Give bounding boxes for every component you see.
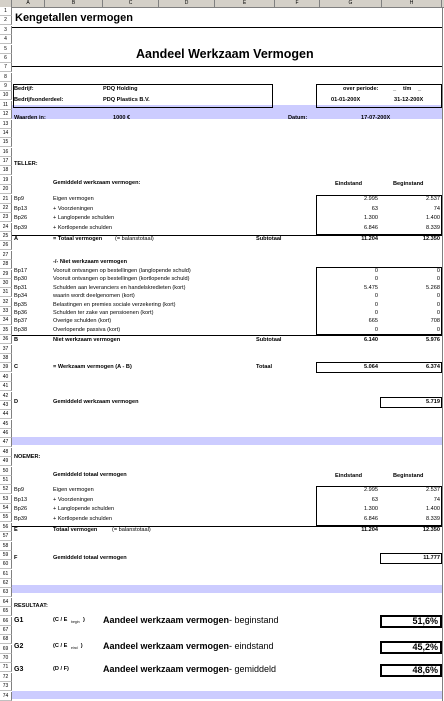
row-end: 5.475 [364,284,378,291]
row-header[interactable]: 7 [0,63,12,72]
company-box [13,84,273,108]
noemer-label: NOEMER: [14,454,41,460]
f-code: F [14,555,18,561]
date-value[interactable]: 17-07-200X [361,115,391,121]
noemer-values-box [316,486,442,526]
row-code: Bp26 [14,506,28,512]
row-header[interactable]: 31 [0,288,12,297]
row-label: + Kortlopende schulden [53,224,112,231]
row-header[interactable]: 30 [0,279,12,288]
row-code: Bp9 [14,196,24,202]
result-label: Aandeel werkzaam vermogen [103,615,230,625]
total-a-end: 11.204 [361,236,378,242]
row-header[interactable]: 38 [0,354,12,363]
f-value: 11.777 [423,555,440,561]
row-header[interactable]: 43 [0,401,12,410]
divider [12,27,442,28]
row-label: + Voorzieningen [53,496,94,503]
company-label: Bedrijf: [14,86,34,92]
row-end: 63 [371,205,378,212]
values-unit: 1000 € [113,115,131,121]
row-header[interactable]: 19 [0,176,12,185]
c-end: 5.064 [364,364,378,370]
row-begin: 74 [433,205,440,212]
row-end: 2.995 [364,196,378,202]
column-header-g[interactable]: G [320,0,382,7]
row-label: + Langlopende schulden [53,215,115,221]
result-label: Aandeel werkzaam vermogen [103,641,230,651]
row-header[interactable]: 9 [0,82,12,91]
row-code: Bp31 [14,284,28,291]
row-begin: 0 [436,276,440,283]
row-header[interactable]: 3 [0,26,12,35]
row-code: Bp26 [14,215,28,221]
row-begin: 0 [436,268,440,274]
row-header[interactable]: 26 [0,241,12,250]
b-label: Niet werkzaam vermogen [53,337,121,343]
row-begin: 8.339 [426,224,440,231]
row-begin: 1.400 [426,215,440,221]
row-end: 0 [374,310,378,316]
row-code: Bp13 [14,496,28,503]
result-suffix: - eindstand [229,641,274,651]
col-begin-header: Beginstand [393,181,424,187]
row-header[interactable]: 24 [0,223,12,232]
resultaat-label: RESULTAAT: [14,603,48,609]
period-box [316,84,442,108]
divider [12,66,442,67]
row-begin: 2.537 [426,487,440,493]
row-header[interactable]: 74 [0,692,12,701]
row-end: 1.300 [364,506,378,512]
section-band [12,437,442,445]
c-begin: 6.374 [426,364,440,370]
result-value: 45,2% [412,642,438,652]
row-label: Eigen vermogen [53,487,94,493]
row-header[interactable]: 6 [0,54,12,63]
period-sep: t/m [403,86,412,92]
result-code: G1 [14,617,24,624]
row-code: Bp30 [14,276,28,283]
e-label: Totaal vermogen [53,527,98,533]
row-end: 0 [374,276,378,283]
row-code: Bp13 [14,205,28,212]
c-label: = Werkzaam vermogen (A - B) [53,364,132,370]
column-header-b[interactable]: B [45,0,103,7]
row-end: 1.300 [364,215,378,221]
row-header[interactable]: 68 [0,635,12,644]
row-code: Bp39 [14,224,28,231]
f-label: Gemiddeld totaal vermogen [53,555,127,561]
row-header[interactable]: 35 [0,326,12,335]
column-header-e[interactable]: E [215,0,275,7]
column-header-h[interactable]: H [382,0,442,7]
column-header-bar [0,0,444,8]
period-to[interactable]: 31-12-200X [394,97,424,103]
row-header[interactable]: 46 [0,429,12,438]
teller-heading: Gemiddeld werkzaam vermogen: [53,180,141,186]
row-begin: 0 [436,326,440,333]
row-header[interactable]: 34 [0,316,12,325]
d-value: 5.719 [426,399,440,405]
result-code: G2 [14,643,24,650]
column-header-d[interactable]: D [159,0,215,7]
divider [12,335,442,336]
row-begin: 708 [430,318,440,325]
column-header-f[interactable]: F [275,0,320,7]
row-header[interactable]: 72 [0,673,12,682]
e-code: E [14,527,18,533]
row-header[interactable]: 63 [0,588,12,597]
row-code: Bp34 [14,293,28,300]
section-band [12,585,442,593]
col-end-header: Eindstand [335,181,363,187]
result-formula: (C / E [53,643,68,649]
result-formula-close: ) [80,643,83,649]
row-header[interactable]: 16 [0,148,12,157]
row-label: Schulden ter zake van pensioenen (kort) [53,310,154,316]
result-code: G3 [14,666,24,673]
row-header[interactable]: 49 [0,457,12,466]
row-begin: 8.339 [426,515,440,522]
total-a-subtotal: Subtotaal [256,236,282,242]
total-a-code: A [14,236,19,242]
row-header[interactable]: 4 [0,35,12,44]
row-header[interactable]: 15 [0,138,12,147]
e-begin: 12.350 [422,527,440,533]
niet-values-box [316,267,442,335]
period-blank-2: _ [418,86,422,92]
result-suffix: - beginstand [229,615,279,625]
row-code: Bp17 [14,268,28,274]
row-header[interactable]: 48 [0,448,12,457]
row-header[interactable]: 8 [0,73,12,82]
row-end: 0 [374,326,378,333]
period-blank-1: _ [393,86,397,92]
row-begin: 1.400 [426,506,440,512]
row-header[interactable]: 32 [0,298,12,307]
period-label: over periode: [343,86,379,92]
teller-values-box [316,195,442,235]
row-header[interactable]: 22 [0,204,12,213]
row-header[interactable]: 28 [0,260,12,269]
row-code: Bp35 [14,301,28,308]
row-label: Vooruit ontvangen op bestellingen (kortlopende schuld) [53,276,190,283]
row-begin: 0 [436,293,440,300]
sheet-title: Kengetallen vermogen [15,12,133,24]
row-begin: 0 [436,310,440,316]
b-subtotal: Subtotaal [256,337,282,343]
company-value[interactable]: PDQ Holding [103,86,138,92]
row-header[interactable]: 36 [0,335,12,344]
col-begin-header-2: Beginstand [393,473,424,479]
row-header[interactable]: 69 [0,645,12,654]
total-a-label: = Totaal vermogen [53,236,103,242]
row-header[interactable]: 1 [0,7,12,16]
column-header-c[interactable]: C [103,0,159,7]
row-header[interactable]: 51 [0,476,12,485]
niet-heading: -/- Niet werkzaam vermogen [53,259,127,265]
result-formula: (D / F) [53,666,69,672]
result-suffix: - gemiddeld [229,664,277,674]
row-code: Bp39 [14,515,28,522]
row-header[interactable]: 60 [0,560,12,569]
row-header[interactable]: 65 [0,607,12,616]
row-header[interactable]: 59 [0,551,12,560]
row-label: Overlopende passiva (kort) [53,326,121,333]
row-end: 0 [374,268,378,274]
c-total: Totaal [256,364,273,370]
row-code: Bp9 [14,487,24,493]
row-header[interactable]: 44 [0,410,12,419]
row-header[interactable]: 41 [0,382,12,391]
row-header[interactable]: 73 [0,682,12,691]
row-label: Vooruit ontvangen op bestellingen (langlopende schuld) [53,268,191,274]
corner-cell[interactable] [0,0,12,7]
e-end: 11.204 [361,527,378,533]
row-label: + Langlopende schulden [53,506,115,512]
result-subscript: begin [71,620,80,624]
col-end-header-2: Eindstand [335,473,363,479]
row-begin: 5.268 [426,284,440,291]
row-header[interactable]: 52 [0,485,12,494]
result-formula: (C / E [53,617,68,623]
row-header[interactable]: 10 [0,91,12,100]
total-a-note: (= balanstotaal) [115,236,154,242]
row-label: + Voorzieningen [53,205,94,212]
row-header[interactable]: 17 [0,157,12,166]
row-header[interactable]: 70 [0,654,12,663]
row-end: 0 [374,293,378,300]
row-header[interactable]: 71 [0,663,12,672]
row-begin: 2.537 [426,196,440,202]
row-header[interactable]: 57 [0,532,12,541]
row-end: 2.995 [364,487,378,493]
d-code: D [14,399,19,405]
result-formula-close: ) [83,617,85,623]
date-label: Datum: [288,115,308,121]
e-note: (= balanstotaal) [112,527,151,533]
row-header[interactable]: 67 [0,626,12,635]
row-header[interactable]: 23 [0,213,12,222]
row-begin: 74 [433,496,440,503]
row-header[interactable]: 12 [0,110,12,119]
row-header[interactable]: 40 [0,373,12,382]
page-heading: Aandeel Werkzaam Vermogen [136,47,314,61]
row-header[interactable]: 42 [0,392,12,401]
total-a-begin: 12.350 [422,236,440,242]
row-header[interactable]: 21 [0,195,12,204]
row-label: Eigen vermogen [53,196,94,202]
section-band [12,691,442,699]
row-code: Bp37 [14,318,28,325]
row-header[interactable]: 18 [0,166,12,175]
grid-edge [442,7,443,701]
row-label: waarin wordt deelgenomen (kort) [53,293,135,300]
row-label: Schulden aan leveranciers en handelskredieten (kort) [53,284,186,291]
c-code: C [14,364,19,370]
row-header[interactable]: 5 [0,45,12,54]
row-begin: 0 [436,301,440,308]
row-code: Bp38 [14,326,28,333]
row-header[interactable]: 66 [0,617,12,626]
division-value[interactable]: PDQ Plastics B.V. [103,97,150,103]
row-header[interactable]: 64 [0,598,12,607]
row-end: 6.846 [364,515,378,522]
row-header[interactable]: 11 [0,101,12,110]
row-header[interactable]: 47 [0,438,12,447]
row-header[interactable]: 25 [0,232,12,241]
row-header[interactable]: 61 [0,570,12,579]
row-end: 6.846 [364,224,378,231]
row-header[interactable]: 13 [0,120,12,129]
d-label: Gemiddeld werkzaam vermogen [53,399,139,405]
row-header[interactable]: 27 [0,251,12,260]
row-header[interactable]: 37 [0,345,12,354]
noemer-heading: Gemiddeld totaal vermogen [53,472,127,478]
row-header[interactable]: 20 [0,185,12,194]
row-header[interactable]: 14 [0,129,12,138]
row-header[interactable]: 45 [0,420,12,429]
row-end: 63 [371,496,378,503]
row-label: Belastingen en premies sociale verzekering (kort) [53,301,176,308]
row-header[interactable]: 62 [0,579,12,588]
row-end: 665 [368,318,378,325]
b-code: B [14,337,19,343]
row-header[interactable]: 56 [0,523,12,532]
result-value: 51,6% [412,616,438,626]
values-label: Waarden in: [14,115,46,121]
result-label: Aandeel werkzaam vermogen [103,664,230,674]
b-begin: 5.976 [426,337,440,343]
row-header[interactable]: 54 [0,504,12,513]
row-header[interactable]: 50 [0,467,12,476]
row-header[interactable]: 29 [0,270,12,279]
column-header-a[interactable]: A [12,0,45,7]
division-label: Bedrijfsonderdeel: [14,97,64,103]
teller-label: TELLER: [14,161,38,167]
result-value: 48,6% [412,665,438,675]
row-label: Overige schulden (kort) [53,318,112,325]
row-header[interactable]: 53 [0,495,12,504]
period-from[interactable]: 01-01-200X [331,97,361,103]
row-label: + Kortlopende schulden [53,515,112,522]
row-header[interactable]: 2 [0,16,12,25]
result-subscript: eind [71,646,78,650]
row-header[interactable]: 33 [0,307,12,316]
b-end: 6.140 [364,337,378,343]
row-header[interactable]: 58 [0,542,12,551]
row-end: 0 [374,301,378,308]
row-header[interactable]: 39 [0,363,12,372]
row-header[interactable]: 55 [0,513,12,522]
row-code: Bp36 [14,310,28,316]
